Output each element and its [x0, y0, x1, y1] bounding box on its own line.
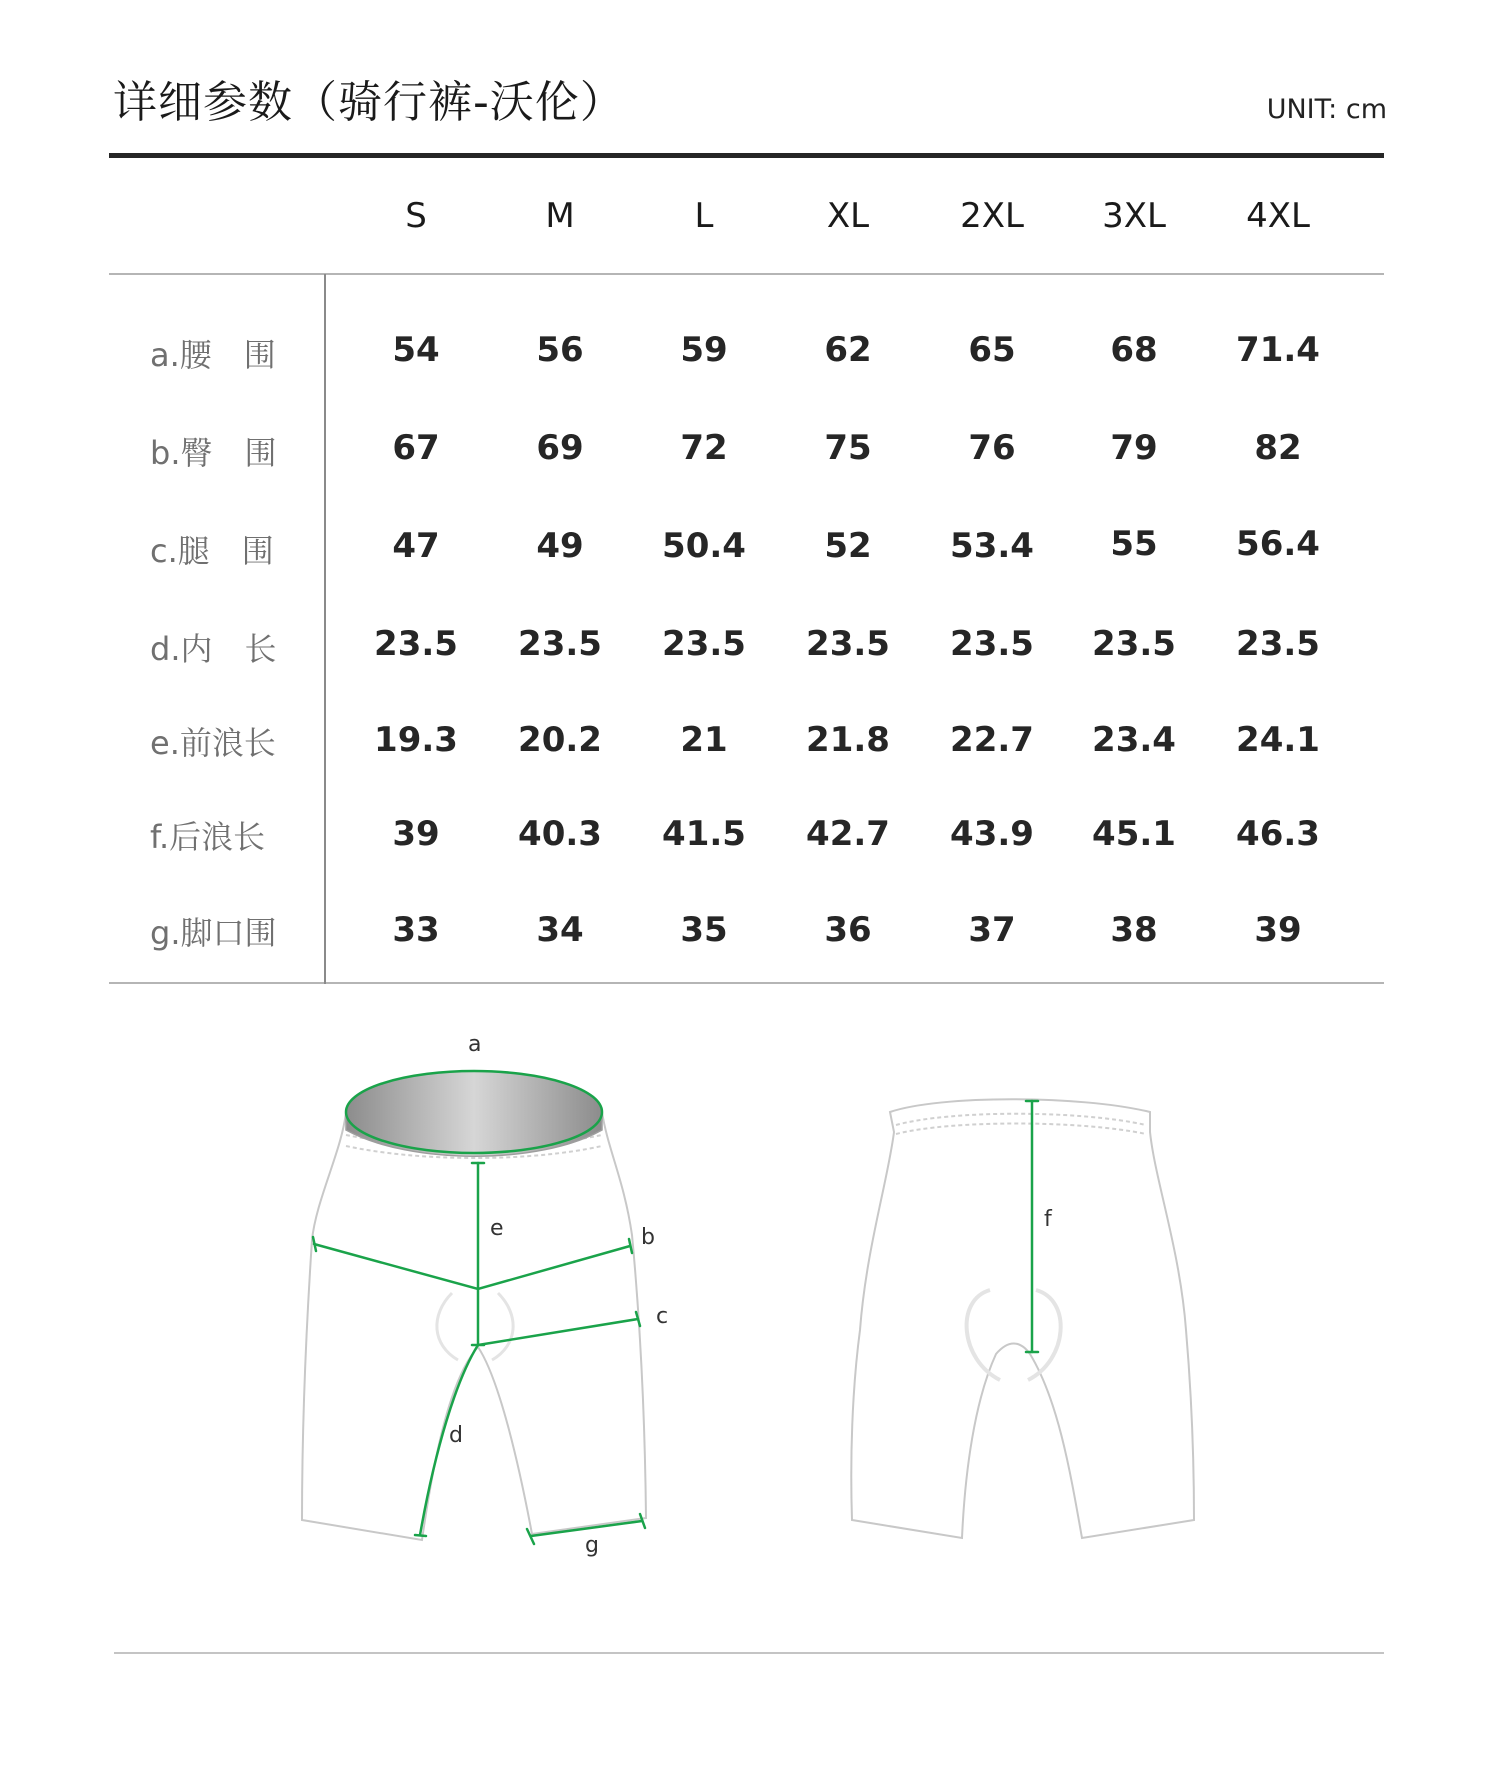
- value-cell: 22.7: [950, 720, 1034, 760]
- row-label: g.脚口围: [150, 914, 277, 952]
- size-header-cell: S: [405, 196, 427, 236]
- value-cell: 23.5: [662, 624, 746, 664]
- value-cell: 43.9: [950, 814, 1034, 854]
- label-column-divider: [324, 274, 326, 984]
- value-cell: 19.3: [374, 720, 458, 760]
- size-header-cell: XL: [826, 196, 870, 236]
- value-cell: 46.3: [1236, 814, 1320, 854]
- value-cell: 37: [968, 910, 1016, 950]
- value-cell: 49: [536, 526, 584, 566]
- label-c: c: [656, 1304, 669, 1329]
- value-cell: 34: [536, 910, 584, 950]
- value-cell: 55: [1110, 524, 1158, 564]
- label-d: d: [449, 1423, 463, 1448]
- size-header-cell: 3XL: [1102, 196, 1166, 236]
- row-label: c.腿 围: [150, 532, 274, 570]
- value-cell: 75: [824, 428, 872, 468]
- value-cell: 82: [1254, 428, 1302, 468]
- size-header-divider: [109, 273, 1384, 275]
- value-cell: 72: [680, 428, 728, 468]
- label-b: b: [641, 1225, 655, 1250]
- value-cell: 65: [968, 330, 1016, 370]
- value-cell: 40.3: [518, 814, 602, 854]
- label-a: a: [468, 1032, 482, 1057]
- value-cell: 67: [392, 428, 440, 468]
- value-cell: 76: [968, 428, 1016, 468]
- value-cell: 41.5: [662, 814, 746, 854]
- value-cell: 56: [536, 330, 584, 370]
- value-cell: 52: [824, 526, 872, 566]
- back-measure-lines: [1026, 1101, 1038, 1352]
- row-label: b.臀 围: [150, 434, 277, 472]
- value-cell: 38: [1110, 910, 1158, 950]
- value-cell: 71.4: [1236, 330, 1320, 370]
- value-cell: 68: [1110, 330, 1158, 370]
- measurement-diagram: [0, 1000, 1500, 1600]
- value-cell: 23.5: [518, 624, 602, 664]
- value-cell: 69: [536, 428, 584, 468]
- value-cell: 21.8: [806, 720, 890, 760]
- value-cell: 50.4: [662, 526, 746, 566]
- table-bottom-divider: [109, 982, 1384, 984]
- value-cell: 23.5: [1092, 624, 1176, 664]
- size-header-cell: 2XL: [960, 196, 1024, 236]
- value-cell: 42.7: [806, 814, 890, 854]
- size-header-cell: L: [694, 196, 714, 236]
- value-cell: 53.4: [950, 526, 1034, 566]
- value-cell: 79: [1110, 428, 1158, 468]
- label-f: f: [1044, 1207, 1052, 1232]
- label-g: g: [585, 1533, 599, 1558]
- value-cell: 23.5: [806, 624, 890, 664]
- value-cell: 62: [824, 330, 872, 370]
- value-cell: 59: [680, 330, 728, 370]
- value-cell: 24.1: [1236, 720, 1320, 760]
- page-title: 详细参数（骑行裤-沃伦）: [113, 77, 625, 128]
- value-cell: 33: [392, 910, 440, 950]
- footer-divider: [114, 1652, 1384, 1654]
- row-label: e.前浪长: [150, 724, 276, 762]
- value-cell: 23.5: [950, 624, 1034, 664]
- value-cell: 47: [392, 526, 440, 566]
- value-cell: 39: [392, 814, 440, 854]
- value-cell: 35: [680, 910, 728, 950]
- value-cell: 23.4: [1092, 720, 1176, 760]
- value-cell: 39: [1254, 910, 1302, 950]
- value-cell: 36: [824, 910, 872, 950]
- size-header-cell: 4XL: [1246, 196, 1310, 236]
- value-cell: 20.2: [518, 720, 602, 760]
- value-cell: 23.5: [374, 624, 458, 664]
- size-header-cell: M: [545, 196, 575, 236]
- value-cell: 23.5: [1236, 624, 1320, 664]
- row-label: a.腰 围: [150, 336, 276, 374]
- back-shorts-outline: [851, 1099, 1194, 1538]
- unit-label: UNIT: cm: [1266, 94, 1387, 125]
- value-cell: 54: [392, 330, 440, 370]
- value-cell: 45.1: [1092, 814, 1176, 854]
- row-label: f.后浪长: [150, 818, 266, 856]
- value-cell: 56.4: [1236, 524, 1320, 564]
- label-e: e: [490, 1216, 504, 1241]
- header-divider: [109, 153, 1384, 158]
- row-label: d.内 长: [150, 630, 277, 668]
- value-cell: 21: [680, 720, 728, 760]
